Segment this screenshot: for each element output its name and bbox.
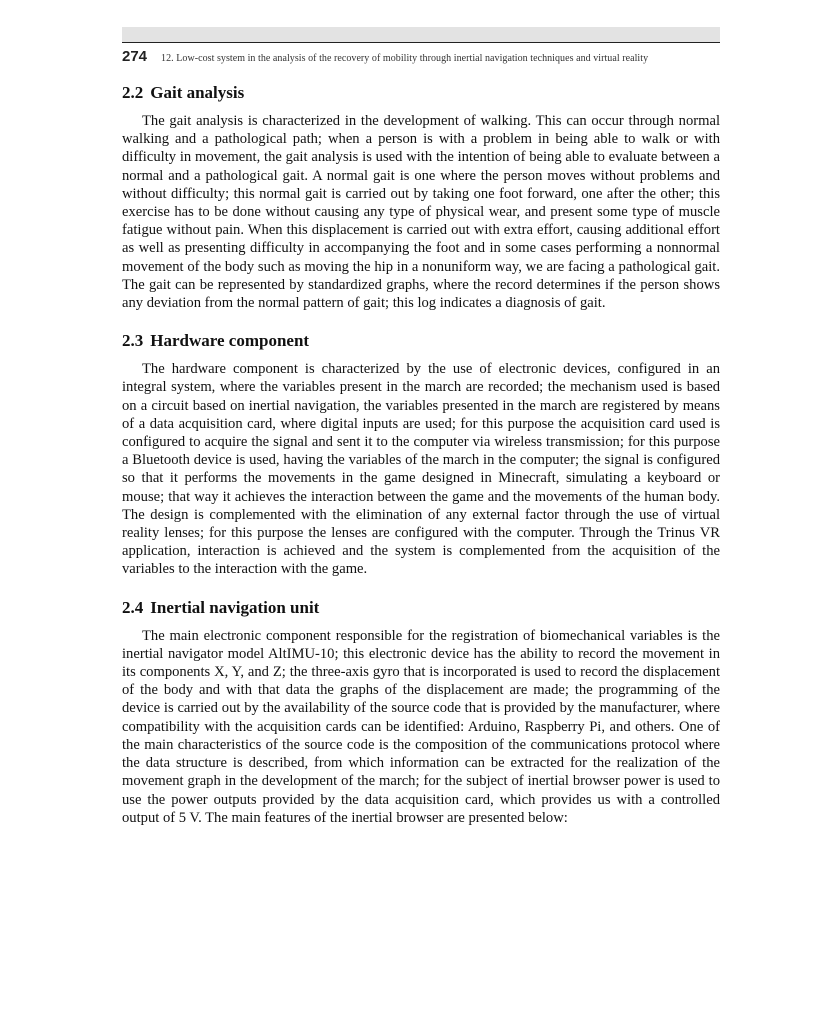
section-paragraph: The hardware component is characterized by the use of electronic devices, configured in an integral system, where the variables present in the march are recorded; the mechanism used is based on a circuit based on inertial navigation, the variables presented in the march are registered by means of a data acquisition card, where digital inputs are used; for this purpose the acquisition card used is configured to acquire the signal and sent it to the computer via wireless transmission; for this purpose a Bluetooth device is used, having the variables of the march in the computer; the signal is configured so that it performs the movements in the game designed in Minecraft, simulating a keyboard or mouse; that way it achieves the interaction between the game and the movements of the human body. The design is complemented with the elimination of any external factor through the use of virtual reality lenses; for this purpose the lenses are configured with the computer. Through the Trinus VR application, interaction is achieved and the system is complemented from the acquisition of the variables to the interaction with the game. [122,361,720,578]
header-rule [122,42,720,43]
section-heading [122,597,720,619]
running-head [122,48,720,66]
page-number: 274 [122,48,148,65]
section-paragraph: The gait analysis is characterized in the development of walking. This can occur through normal walking and a pathological path; when a person is with a problem in being able to walk or with difficulty in movement, the gait analysis is used with the intention of being able to evaluate between a normal and a pathological gait. A normal gait is one where the person moves without problems and without difficulty; this normal gait is carried out by taking one foot forward, one after the other; this exercise has to be done without causing any type of physical wear, and present some type of muscle fatigue without pain. When this displacement is carried out with extra effort, causing additional effort as well as presenting difficulty in accompanying the foot and in some cases performing a nonnormal movement of the body such as moving the hip in a nonuniform way, we are facing a pathological gait. The gait can be represented by standardized graphs, where the record determines if the person shows any deviation from the normal pattern of gait; this log indicates a diagnosis of gait. [122,113,720,312]
section-heading [122,330,720,352]
section-number: 2.2 [122,83,144,102]
section-number: 2.3 [122,331,144,351]
section-number: 2.4 [122,597,144,617]
section-gait-analysis [122,82,720,312]
section-paragraph: The main electronic component responsible for the registration of biomechanical variables is the inertial navigator model AltIMU-10; this electronic device has the ability to record the movement in its components X, Y, and Z; the three-axis gyro that is incorporated is used to record the displacement of the body and with that data the graphs of the displacement are made; the programming of the device is carried out by the availability of the source code that is provided by the manufacturer, where compatibility with the acquisition cards can be identified: Arduino, Raspberry Pi, and others. One of the main characteristics of the source code is the composition of the communications protocol where the data structure is described, from which information can be extracted for the realization of the movement graph in the development of the march; for the subject of inertial browser power is used to use the power outputs provided by the data acquisition card, which provides us with a controlled output of 5 V. The main features of the inertial browser are presented below: [122,627,720,826]
page-body [122,82,720,845]
header-bar [122,27,720,42]
section-title: Gait analysis [150,83,245,102]
section-title: Inertial navigation unit [150,597,320,617]
section-inertial-navigation-unit [122,597,720,827]
running-title: 12. Low-cost system in the analysis of the recovery of mobility through inertial navigation techniques and virtual reality [161,53,649,64]
section-title: Hardware component [150,331,310,351]
section-hardware-component [122,330,720,578]
section-heading [122,82,720,104]
